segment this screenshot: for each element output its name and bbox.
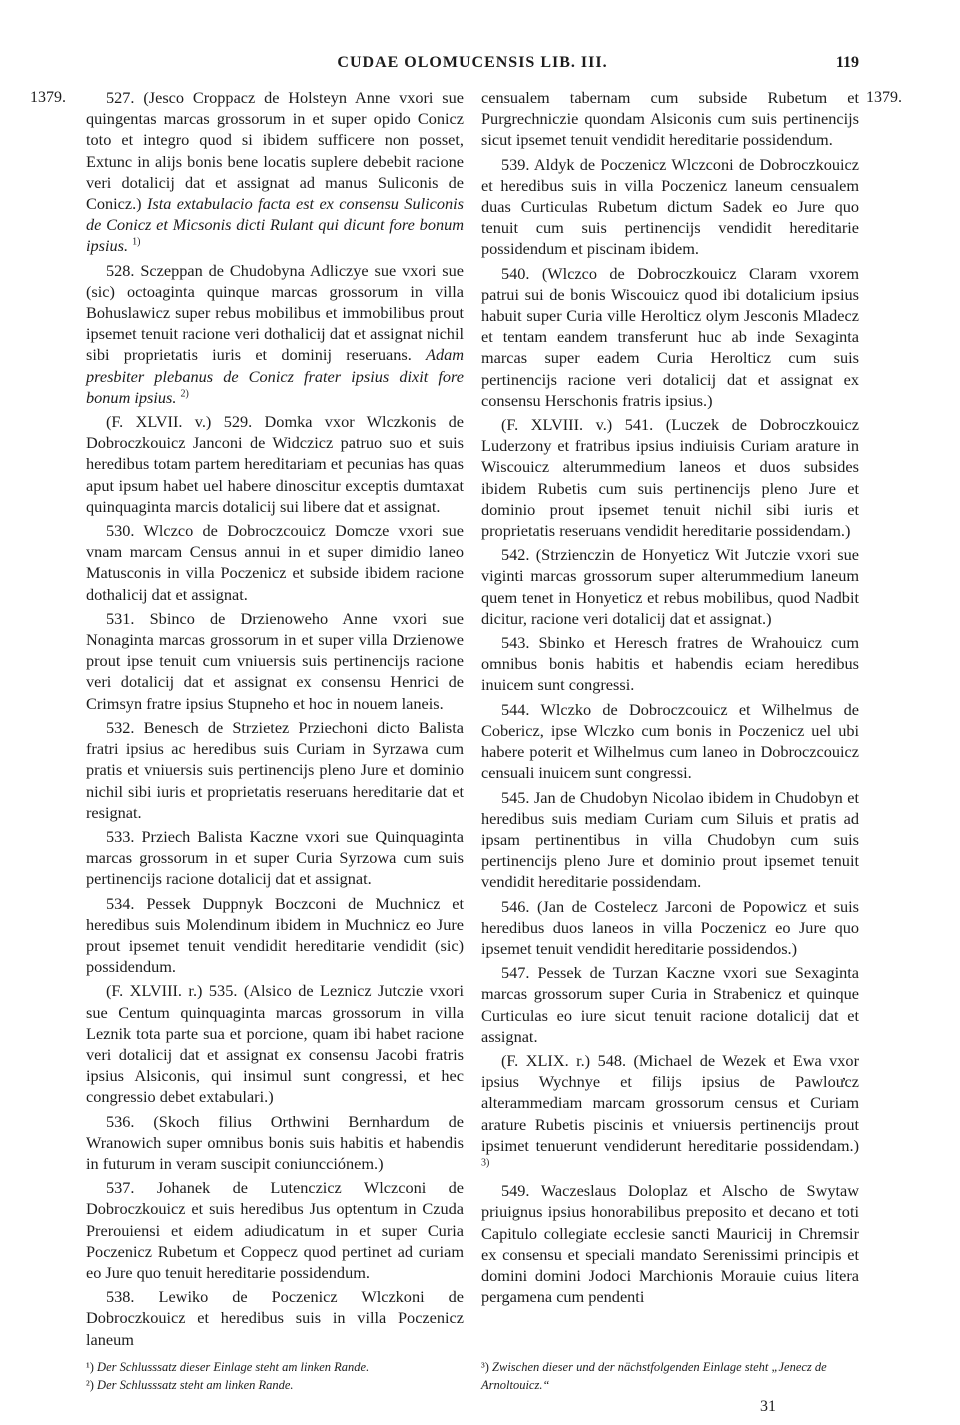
- entry-text: (Luczek de Dobroczkouicz Luderzony et fratribus ipsius indiuisis Curiam arature in Wiscouicz alterummedium laneos et duos subsides ibidem Rubetis cum suis pertinencijs pleno Jure et dominio prout ipsemet tenuit nichil sibi iuris et proprietatis reseruans vendidit hereditarie possidendam.): [481, 415, 859, 541]
- entry-paragraph: [86, 87, 464, 257]
- entry-paragraph: [481, 544, 859, 629]
- page-number: 119: [835, 54, 859, 71]
- entry-paragraph: [86, 717, 464, 823]
- entry-text: Pessek Duppnyk Boczconi de Muchnicz et heredibus suis Molendinum ibidem in Muchnicz eo Jure prout ipsemet tenuit vendidit hereditarie vendidit (sic) possidendum.: [86, 893, 464, 977]
- entry-number: 539.: [501, 154, 530, 174]
- entry-text: (Michael de Wezek et Ewa vxor ipsius Wychnye et filijs ipsius de Pawloưcz alterammediam marcam grossorum census et Curiam arature Rubetis piscinis et vniuersis pertinencijs prout ipsimet tenuerunt vendiderunt hereditarie possidendam.): [481, 1050, 859, 1155]
- entry-text: Johanek de Lutenczicz Wlczconi de Dobroczkouicz et suis heredibus Jus optentum in Czuda Prerouiensi et eidem adiudicatum in et super Curia Poczenicz Rubetum et Coppecz quod pertinet ad curiam eo Jure quo tenuit hereditarie possidendum.: [86, 1178, 464, 1282]
- entry-number: 537.: [106, 1178, 135, 1198]
- footnote-mark: ¹): [86, 1360, 94, 1374]
- entry-number: 549.: [501, 1181, 530, 1201]
- entry-paragraph: [481, 414, 859, 541]
- entry-paragraph: [481, 1180, 859, 1307]
- entry-paragraph: [481, 154, 859, 260]
- entry-paragraph: [481, 787, 859, 893]
- footnote-marker: 3): [481, 1157, 490, 1169]
- margin-year-left: 1379.: [30, 89, 66, 106]
- entry-italic-remark: Adam presbiter plebanus de Conicz frater ipsius dixit fore bonum ipsius.: [86, 345, 465, 407]
- footnote-text: Der Schlusssatz dieser Einlage steht am linken Rande.: [97, 1360, 370, 1374]
- entry-text: (Strzienczin de Honyeticz Wit Jutczie vxori sue viginti marcas grossorum super alterummedium laneum quem tenet in Honyeticz et rebus mobilibus, quod Nadbit dicitur, racione veri dotalicij dat et assignat.): [481, 545, 859, 628]
- entry-number: 535.: [208, 981, 238, 1001]
- entry-number: 532.: [106, 717, 135, 737]
- running-header: [86, 54, 859, 78]
- entry-number: 546.: [501, 896, 530, 916]
- entry-paragraph: [86, 1177, 464, 1283]
- entry-text: Domka vxor Wlczkonis de Dobroczkouicz Janconi de Widczicz patruo suo et suis heredibus totam partem hereditariam et pecunias has quas aput ipsum habet uel habere dinoscitur exceptis dumtaxat quinquaginta marcis dotalicij sui libere dat et assignat.: [86, 412, 465, 516]
- entry-number: 547.: [501, 963, 530, 983]
- folio-reference: (F. XLVIII. r.): [106, 981, 203, 1001]
- footnote-marker: 1): [132, 237, 141, 248]
- entry-number: 527.: [106, 88, 135, 107]
- footnote: [86, 1358, 464, 1376]
- entry-text: Sbinco de Drzienoweho Anne vxori sue Nonaginta marcas grossorum in et super villa Drzienowe prout ipse tenuit cum vniuersis suis pertinencijs racione veri dotalicij dat et assignat ex consensu Henrici de Crimsyn fratre ipsius Stupneho et hoc in nouem laneis.: [86, 608, 464, 713]
- margin-year-right: 1379.: [866, 89, 902, 106]
- entry-number: 545.: [501, 787, 530, 807]
- entry-paragraph: [86, 608, 464, 714]
- signature-mark: 31: [760, 1398, 776, 1415]
- entry-text: Waczeslaus Doloplaz et Alscho de Swytaw priuignus ipsius honorabilibus preposito et decano et toti Capitulo collegiate ecclesie sancti Mauricij in Chremsir ex consensu et speciali mandato Serenissimi principis et domini domini Jodoci Marchionis Morauie cuius litera pergamena cum pendenti: [481, 1181, 859, 1307]
- entry-paragraph: [481, 632, 859, 696]
- entry-text: Sbinko et Heresch fratres de Wrahouicz cum omnibus bonis habitis et habendis eciam heredibus inuicem sunt congressi.: [481, 633, 859, 695]
- footnotes-right: [481, 1358, 859, 1394]
- folio-reference: (F. XLIX. r.): [501, 1050, 591, 1070]
- entry-number: 529.: [223, 412, 253, 432]
- running-title: CUDAE OLOMUCENSIS LIB. III.: [337, 54, 608, 71]
- entry-paragraph: [86, 1111, 464, 1175]
- footnote-mark: ³): [481, 1360, 489, 1374]
- entry-text: Sczeppan de Chudobyna Adliczye sue vxori sue (sic) octoaginta quinque marcas grossorum in villa Bohuslawicz super rebus mobilibus et immobilibus prout ipsemet tenuit racione veri dothalicij dat et assignat nichil sibi proprietatis iuris et dominij reseruans.: [86, 260, 464, 365]
- entry-paragraph: [481, 962, 859, 1047]
- entry-number: 534.: [106, 893, 135, 913]
- entry-number: 536.: [106, 1111, 135, 1131]
- entry-number: 544.: [501, 699, 530, 719]
- entry-number: 548.: [597, 1050, 627, 1070]
- left-column: [86, 87, 464, 1350]
- footnote: [86, 1376, 464, 1394]
- entry-number: 543.: [501, 633, 530, 653]
- entry-text: Benesch de Strzietez Prziechoni dicto Balista fratri ipsius ac heredibus suis Curiam in Syrzawa cum pratis et vniuersis suis pertinencijs pleno Jure et dominio nichil sibi iuris et proprietatis reseruans hereditarie dat et resignat.: [86, 717, 464, 822]
- entry-text: (Wlczco de Dobroczkouicz Claram vxorem patrui sui de bonis Wiscouicz quod ibi dotalicium ipsius habuit super Curia ville Herolticz olym Jesconis Mladecz et tentam eandem transferunt huc ab inde Sexaginta marcas super eadem Curia Herolticz cum suis pertinencijs racione veri dotalicij dat et assignat ex consensu Herschonis fratris ipsius.): [481, 263, 860, 410]
- entry-paragraph: [481, 1050, 859, 1177]
- entry-text: Pessek de Turzan Kaczne vxori sue Sexaginta marcas grossorum super Curia in Strabenicz et quinque Curticulas eo iure sicut tenuit racione dotalicij dat et assignat.: [481, 963, 860, 1046]
- entry-number: 528.: [106, 260, 135, 280]
- entry-text: Aldyk de Poczenicz Wlczconi de Dobroczkouicz et heredibus suis in villa Poczenicz laneum censualem duas Curticulas Rubetum dictum Sadek eo Jure quo tenuit cum suis pertinencijs vendidit hereditarie possidendum et piscinam ibidem.: [481, 154, 859, 259]
- entry-paragraph: [481, 896, 859, 960]
- folio-reference: (F. XLVII. v.): [106, 412, 212, 432]
- footnote-marker: 2): [180, 388, 189, 400]
- entry-number: 531.: [106, 608, 135, 628]
- entry-paragraph: [86, 520, 464, 605]
- footnotes-left: [86, 1358, 464, 1394]
- entry-number: 538.: [106, 1287, 135, 1307]
- footnote: [481, 1358, 859, 1394]
- entry-number: 533.: [106, 826, 135, 846]
- entry-paragraph: [481, 699, 859, 784]
- footnote-text: Der Schlusssatz steht am linken Rande.: [97, 1378, 294, 1392]
- entry-text: Lewiko de Poczenicz Wlczkoni de Dobroczkouicz et heredibus suis in villa Poczenicz laneum: [86, 1287, 464, 1349]
- entry-number: 542.: [501, 545, 530, 565]
- entry-text: Wlczco de Dobroczcouicz Domcze vxori sue vnam marcam Census annui in et super dimidio laneo Matusconis in villa Poczenicz et subside ibidem racione dothalicij dat et assignat.: [86, 521, 464, 604]
- entry-text: Prziech Balista Kaczne vxori sue Quinquaginta marcas grossorum in et super Curia Syrzowa cum suis pertinencijs racione dotalicij dat et assignat.: [86, 826, 464, 889]
- entry-number: 530.: [106, 521, 135, 541]
- entry-text: (Skoch filius Orthwini Bernhardum de Wranowich super omnibus bonis suis habitis et habendis in futurum in veram suscipit coniuncciónem.): [86, 1111, 464, 1173]
- entry-paragraph: [86, 1286, 464, 1350]
- entry-paragraph: [86, 826, 464, 890]
- entry-paragraph: [86, 260, 464, 408]
- entry-text: (Jan de Costelecz Jarconi de Popowicz et suis heredibus duos laneos in villa Poczenicz eo Jure quo ipsemet tenuit vendidit hereditarie possidendos.): [481, 896, 860, 958]
- entry-italic-remark: Ista extabulacio facta est ex consensu Suliconis de Conicz et Micsonis dicti Rulant qui dicunt fore bonum ipsius.: [86, 194, 464, 256]
- entry-number: 541.: [624, 415, 654, 435]
- folio-reference: (F. XLVIII. v.): [501, 415, 613, 435]
- entry-text: (Alsico de Leznicz Jutczie vxori sue Centum quinquaginta marcas grossorum in villa Leznik tota parte sua et porcione, quam ibi habet racione veri dotalicij dat et assignat ex consensu Jacobi fratris ipsius Alsiconis, qui insimul sunt congressi, et hec congressio debet extabulari.): [86, 981, 465, 1107]
- entry-paragraph: [86, 411, 464, 517]
- footnote-text: Zwischen dieser und der nächstfolgenden Einlage steht „Jenecz de Arnoltouicz.“: [481, 1360, 827, 1392]
- right-column: [481, 87, 859, 1307]
- entry-text: Wlczko de Dobroczcouicz et Wilhelmus de Cobericz, ipse Wlczko cum bonis in Poczenicz uel ubi habere poterit et Wilhelmus cum laneo in Dobroczcouicz censuali inuicem sunt congressi.: [481, 699, 859, 783]
- entry-paragraph: [86, 893, 464, 978]
- entry-text: Jan de Chudobyn Nicolao ibidem in Chudobyn et heredibus suis mediam Curiam cum Siluis et pratis ad ipsam pertinentibus in villa Chudobyn cum suis pertinencijs pleno Jure et dominio prout ipsemet tenuit vendidit hereditarie possidendam.: [481, 787, 859, 892]
- footnote-mark: ²): [86, 1378, 94, 1392]
- entry-number: 540.: [501, 263, 530, 283]
- entry-paragraph: [86, 980, 464, 1107]
- entry-text: censualem tabernam cum subside Rubetum et Purgrechniczie quondam Alsiconis cum suis pertinencijs sicut ipsemet tenuit vendidit hereditarie possidendum.: [481, 88, 859, 150]
- entry-paragraph: [481, 263, 859, 411]
- entry-paragraph: [481, 87, 859, 151]
- entry-text: (Jesco Croppacz de Holsteyn Anne vxori sue quingentas marcas grossorum in et super opido Conicz toto et integro quod si ibidem sufficere non posset, Extunc in alijs bonis bene locatis suplere debebit racione veri dotalicij dat et assignat ad manus Suliconis de Conicz.): [86, 88, 464, 214]
